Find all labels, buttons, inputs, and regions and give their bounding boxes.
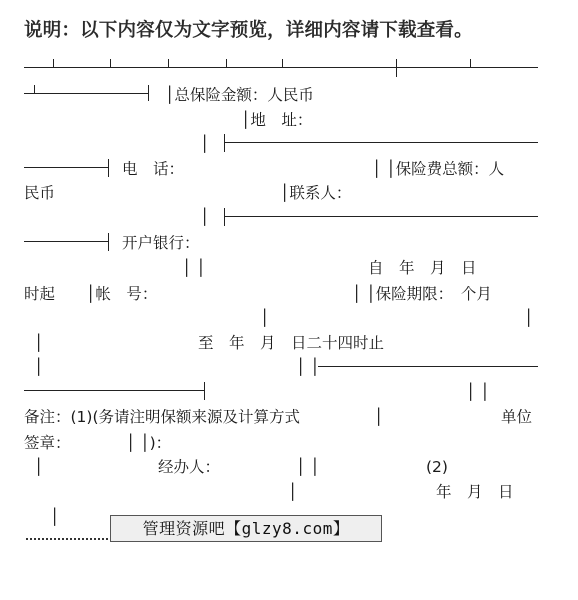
rule-5 [24, 241, 108, 242]
bar-o: │ [50, 508, 60, 526]
bar-left-1 [34, 85, 35, 93]
rule-3 [24, 167, 108, 168]
bar-a: │ [200, 135, 210, 153]
tick-3 [168, 59, 169, 67]
rule-6 [318, 366, 538, 367]
sign-label: 签章： [24, 434, 71, 452]
total-amount-label: │总保险金额：人民币 [165, 86, 314, 104]
bank-label: 开户银行： [122, 234, 200, 252]
tick-4 [226, 59, 227, 67]
bar-rule-1 [148, 85, 149, 101]
rule-4 [224, 216, 538, 217]
tick-6 [396, 59, 397, 77]
rmb-text: 民币 [24, 184, 56, 202]
remark-label: 备注：(1)(务请注明保额来源及计算方式 [24, 408, 301, 426]
bar-rule-2 [224, 134, 225, 152]
preview-notice: 说明：以下内容仅为文字预览，详细内容请下载查看。 [24, 20, 473, 41]
bar-rule-4 [224, 208, 225, 226]
premium-label: │ │保险费总额：人 [372, 160, 505, 178]
bars-c: │ │ [182, 259, 206, 277]
bar-j: │ [374, 408, 384, 426]
bar-rule-3 [108, 159, 109, 177]
account-label: │帐 号： [86, 285, 158, 303]
period-label: │ │保险期限： 个月 [352, 285, 492, 303]
handler-label: 经办人： [158, 458, 221, 476]
start-time: 时起 [24, 285, 56, 303]
bars-i: │ │ [466, 383, 490, 401]
bar-d: │ [260, 309, 270, 327]
bar-rule-5 [108, 233, 109, 251]
year-month-day: 年 月 日 [436, 483, 514, 501]
rule-2 [224, 142, 538, 143]
tick-5 [282, 59, 283, 67]
rule-1 [24, 93, 148, 94]
tick-1 [53, 59, 54, 67]
contact-label: │联系人： [280, 184, 352, 202]
bar-g: │ [34, 358, 44, 376]
watermark-banner: 管理资源吧【glzy8.com】 [110, 515, 382, 542]
rule-7 [24, 390, 204, 391]
top-rule [24, 67, 538, 68]
bar-l: │ [34, 458, 44, 476]
bars-m: │ │ [296, 458, 320, 476]
phone-label: 电 话： [122, 160, 185, 178]
bar-b: │ [200, 208, 210, 226]
item-2: (2) [426, 458, 448, 476]
to-date: 至 年 月 日二十四时止 [198, 334, 385, 352]
bar-rule-7 [204, 382, 205, 400]
bar-n: │ [288, 483, 298, 501]
tick-2 [110, 59, 111, 67]
from-date: 自 年 月 日 [368, 259, 477, 277]
tick-7 [470, 59, 471, 67]
unit-label: 单位 [501, 408, 533, 426]
bars-k: │ │)： [126, 434, 172, 452]
bar-e: │ [524, 309, 534, 327]
bar-f: │ [34, 334, 44, 352]
address-label: │地 址： [241, 111, 313, 129]
bar-h: │ │ [296, 358, 320, 376]
